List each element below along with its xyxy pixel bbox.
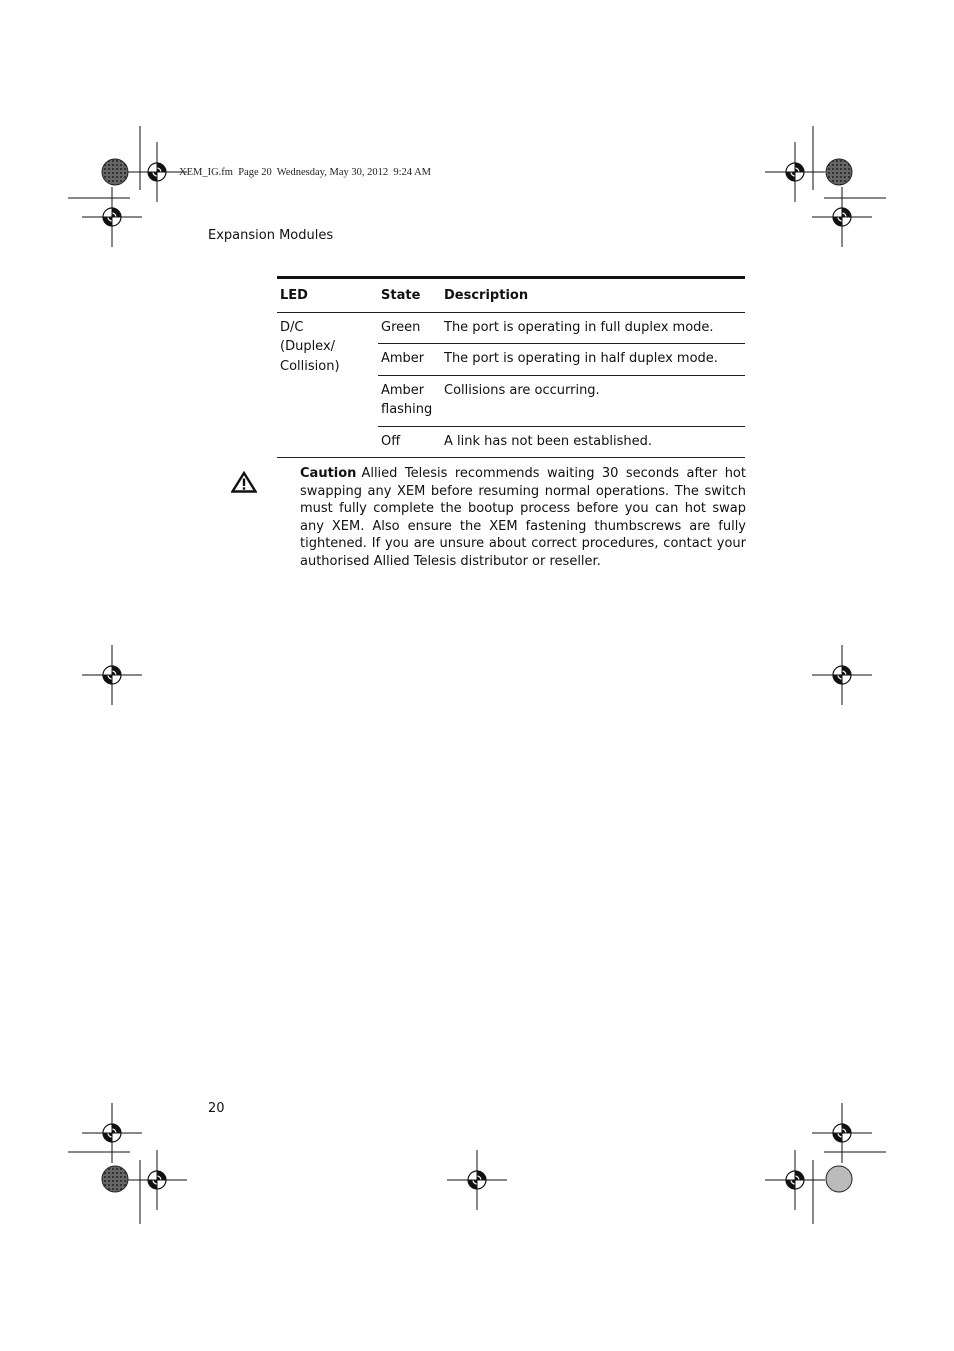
description-cell: The port is operating in full duplex mode. <box>441 312 745 344</box>
star-target-icon <box>826 159 852 185</box>
caution-body: Allied Telesis recommends waiting 30 seconds after hot swapping any XEM before resuming normal operations. The switch must fully complete the bootup process before you can hot swap any XEM. Also ensure the XEM fastening thumbscrews are fully tightened. If you are unsure about correct procedures, contact your authorised Allied Telesis distributor or reseller. <box>300 466 746 569</box>
column-header-state: State <box>378 278 441 313</box>
state-cell <box>378 312 441 344</box>
state-cell <box>378 344 441 376</box>
table-row <box>277 312 745 344</box>
led-name-cell <box>277 312 378 458</box>
registration-mark-icon <box>812 645 872 705</box>
state-text: Green <box>381 319 421 335</box>
star-target-icon <box>826 1166 852 1192</box>
registration-mark-icon <box>82 187 142 247</box>
registration-mark-icon <box>812 187 872 247</box>
registration-mark-icon <box>765 142 825 202</box>
led-label-line: (Duplex/ <box>280 339 336 354</box>
page-number: 20 <box>208 1101 225 1116</box>
running-header: Expansion Modules <box>208 228 334 243</box>
registration-mark-icon <box>447 1150 507 1210</box>
registration-mark-icon <box>765 1150 825 1210</box>
table-header-row <box>277 278 745 313</box>
warning-triangle-icon <box>231 471 257 493</box>
state-text: Amber <box>381 382 425 398</box>
star-target-icon <box>102 159 128 185</box>
state-text: flashing <box>381 402 433 417</box>
caution-note <box>300 465 746 571</box>
registration-mark-icon <box>812 1103 872 1163</box>
led-status-table <box>277 276 745 458</box>
registration-mark-icon <box>82 645 142 705</box>
description-cell: Collisions are occurring. <box>441 375 745 426</box>
registration-mark-icon <box>82 1103 142 1163</box>
file-slug-line: XEM_IG.fm Page 20 Wednesday, May 30, 2012 9:24 AM <box>179 167 432 178</box>
star-target-icon <box>102 1166 128 1192</box>
caution-label: Caution <box>300 466 357 481</box>
registration-mark-icon <box>127 1150 187 1210</box>
registration-mark-icon <box>127 142 187 202</box>
state-cell <box>378 426 441 458</box>
led-label-line: Collision) <box>280 358 340 374</box>
description-cell: The port is operating in half duplex mode. <box>441 344 745 376</box>
led-label-line: D/C <box>280 319 304 335</box>
state-text: Amber <box>381 351 425 366</box>
column-header-description: Description <box>441 278 745 313</box>
state-cell <box>378 375 441 426</box>
column-header-led: LED <box>277 278 378 313</box>
description-cell: A link has not been established. <box>441 426 745 458</box>
state-text: Off <box>381 433 401 449</box>
